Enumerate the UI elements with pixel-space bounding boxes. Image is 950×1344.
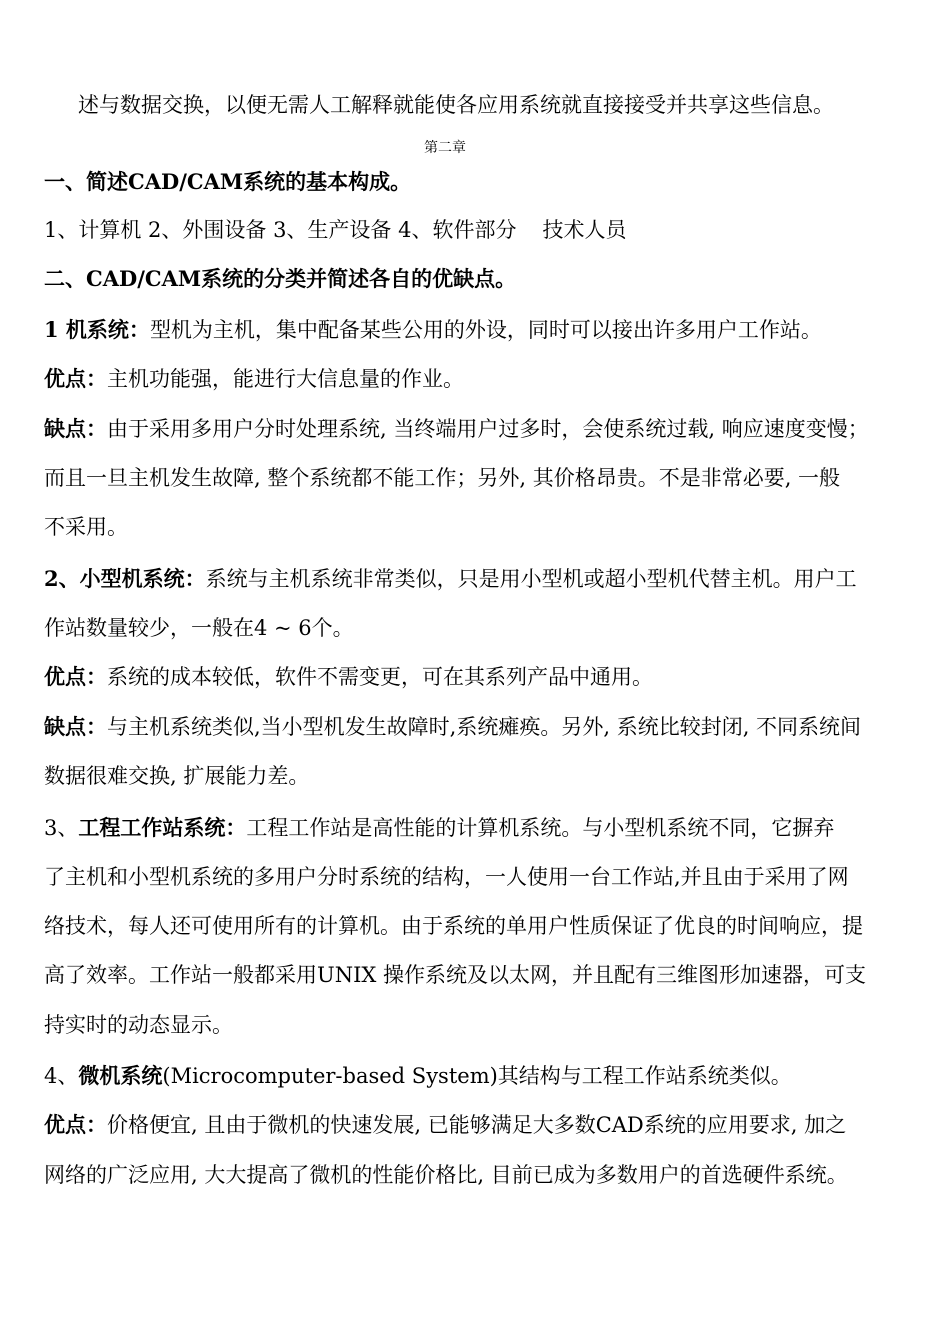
system-1-disadvantage-cont: 而且一旦主机发生故障, 整个系统都不能工作；另外, 其价格昂贵。不是非常必要, 一般: [44, 466, 841, 490]
question-1-answer: [44, 215, 910, 245]
system-4-number: 4、: [44, 1064, 79, 1088]
advantage-text: 主机功能强，能进行大信息量的作业。: [107, 367, 464, 391]
system-1-disadvantage-end: 不采用。: [44, 515, 128, 539]
answer-personnel: 技术人员: [542, 218, 627, 242]
system-3-number: 3、: [44, 816, 79, 840]
system-3-label: 工程工作站系统：: [78, 815, 247, 840]
system-1-line: [44, 315, 910, 345]
advantage-text: 系统的成本较低，软件不需变更，可在其系列产品中通用。: [107, 665, 653, 689]
system-4-advantage-cont: 网络的广泛应用, 大大提高了微机的性能价格比, 目前已成为多数用户的首选硬件系统。: [44, 1163, 848, 1187]
system-1-label: 1 机系统：: [44, 317, 150, 342]
advantage-text: 价格便宜, 且由于微机的快速发展, 已能够满足大多数CAD系统的应用要求, 加之: [107, 1113, 847, 1137]
advantage-label: 优点：: [44, 366, 107, 391]
intro-line: 述与数据交换，以便无需人工解释就能使各应用系统就直接接受并共享这些信息。: [78, 93, 834, 117]
system-2-disadvantage: [44, 712, 910, 742]
system-2-advantage: [44, 662, 910, 692]
advantage-label: 优点：: [44, 664, 107, 689]
chapter-heading: 第二章: [424, 140, 466, 156]
system-4-line: [44, 1061, 910, 1091]
system-2-label: 2、小型机系统：: [44, 566, 206, 591]
system-3-text: 工程工作站是高性能的计算机系统。与小型机系统不同，它摒弃: [246, 816, 835, 840]
system-2-text: 系统与主机系统非常类似，只是用小型机或超小型机代替主机。用户工: [205, 567, 857, 591]
system-3-line: [44, 813, 910, 843]
system-1-disadvantage: [44, 414, 910, 444]
system-2-line: [44, 564, 910, 594]
system-3-text-3: 络技术，每人还可使用所有的计算机。由于系统的单用户性质保证了优良的时间响应，提: [44, 914, 863, 938]
question-1-title: 一、简述CAD/CAM系统的基本构成。: [44, 169, 412, 194]
disadvantage-text: 与主机系统类似,当小型机发生故障时,系统瘫痪。另外, 系统比较封闭, 不同系统间: [107, 715, 862, 739]
system-3-text-2: 了主机和小型机系统的多用户分时系统的结构，一人使用一台工作站,并且由于采用了网: [44, 865, 849, 889]
disadvantage-label: 缺点：: [44, 416, 107, 441]
system-2-disadvantage-cont: 数据很难交换, 扩展能力差。: [44, 764, 310, 788]
system-3-text-4: 高了效率。工作站一般都采用UNIX 操作系统及以太网，并且配有三维图形加速器，可支: [44, 963, 866, 987]
question-2-title: 二、CAD/CAM系统的分类并简述各自的优缺点。: [44, 266, 517, 291]
system-2-text-cont: 作站数量较少，一般在4 ~ 6个。: [44, 616, 354, 640]
answer-components: 1、计算机 2、外围设备 3、生产设备 4、软件部分: [44, 218, 517, 242]
system-4-text: (Microcomputer-based System)其结构与工程工作站系统类似。: [162, 1064, 792, 1088]
system-3-text-5: 持实时的动态显示。: [44, 1013, 233, 1037]
system-4-label: 微机系统: [78, 1063, 163, 1088]
disadvantage-text: 由于采用多用户分时处理系统, 当终端用户过多时，会使系统过载, 响应速度变慢；: [107, 417, 869, 441]
disadvantage-label: 缺点：: [44, 714, 107, 739]
system-1-advantage: [44, 364, 910, 394]
system-4-advantage: [44, 1110, 910, 1140]
system-1-text: 型机为主机，集中配备某些公用的外设，同时可以接出许多用户工作站。: [149, 318, 822, 342]
advantage-label: 优点：: [44, 1112, 107, 1137]
